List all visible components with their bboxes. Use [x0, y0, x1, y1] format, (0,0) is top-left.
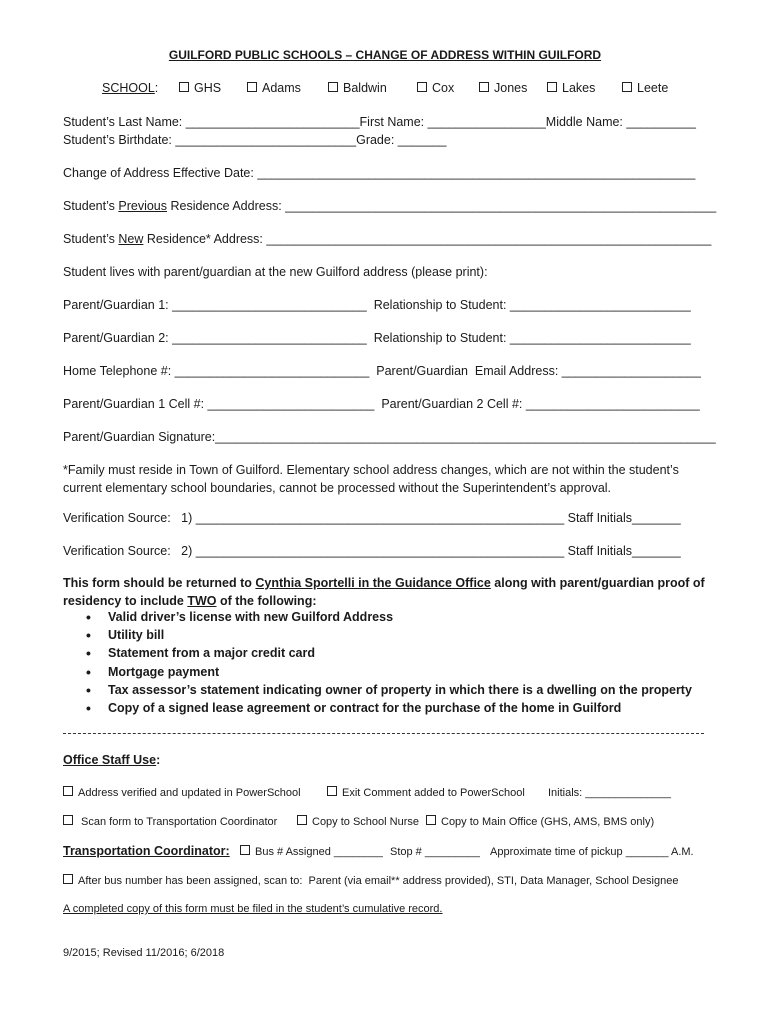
- form-title: GUILFORD PUBLIC SCHOOLS – CHANGE OF ADDRESS WITHIN GUILFORD: [168, 48, 602, 62]
- checkbox-icon[interactable]: [240, 845, 250, 855]
- section-divider: [63, 733, 704, 734]
- cumulative-record-note: A completed copy of this form must be filed in the student’s cumulative record.: [63, 903, 443, 915]
- stop-field[interactable]: Stop # _________: [390, 846, 480, 858]
- parent-guardian-2-line[interactable]: Parent/Guardian 2: ____________________________ Relationship to Student: __________________________: [63, 331, 691, 345]
- checkbox-icon[interactable]: [297, 815, 307, 825]
- new-address-line[interactable]: Student’s New Residence* Address: ________________________________________________________________: [63, 232, 712, 246]
- exit-comment-checkbox[interactable]: Exit Comment added to PowerSchool: [327, 786, 525, 801]
- list-item: • Statement from a major credit card: [63, 646, 692, 664]
- pickup-time-field[interactable]: Approximate time of pickup _______ A.M.: [490, 846, 694, 858]
- school-label: SCHOOL:: [102, 81, 159, 95]
- previous-address-line[interactable]: Student’s Previous Residence Address: ______________________________________________________________: [63, 199, 717, 213]
- revision-footer: 9/2015; Revised 11/2016; 6/2018: [63, 947, 225, 959]
- list-item: • Valid driver’s license with new Guilford Address: [63, 610, 692, 628]
- scan-transport-checkbox[interactable]: Scan form to Transportation Coordinator: [63, 815, 277, 830]
- school-option-baldwin[interactable]: Baldwin: [328, 81, 387, 95]
- lives-with-text: Student lives with parent/guardian at the new Guilford address (please print):: [63, 265, 488, 279]
- verification-source-2[interactable]: Verification Source: 2) _____________________________________________________ Staff Initials_______: [63, 544, 681, 558]
- effective-date-line[interactable]: Change of Address Effective Date: _______________________________________________________________: [63, 166, 696, 180]
- checkbox-icon[interactable]: [247, 82, 257, 92]
- after-bus-checkbox[interactable]: After bus number has been assigned, scan to: Parent (via email** address provided), STI, Data Manager, School Designee: [63, 874, 678, 889]
- school-option-adams[interactable]: Adams: [247, 81, 301, 95]
- list-item: • Utility bill: [63, 628, 692, 646]
- checkbox-icon[interactable]: [63, 786, 73, 796]
- checkbox-icon[interactable]: [63, 874, 73, 884]
- checkbox-icon[interactable]: [417, 82, 427, 92]
- student-name-line[interactable]: Student’s Last Name: _________________________First Name: _________________Middle Name: __________: [63, 115, 696, 129]
- checkbox-icon[interactable]: [63, 815, 73, 825]
- school-option-leete[interactable]: Leete: [622, 81, 668, 95]
- verification-source-1[interactable]: Verification Source: 1) _____________________________________________________ Staff Initials_______: [63, 511, 681, 525]
- checkbox-icon[interactable]: [622, 82, 632, 92]
- initials-field[interactable]: Initials: ______________: [548, 787, 671, 799]
- signature-line[interactable]: Parent/Guardian Signature:________________________________________________________________________: [63, 430, 716, 444]
- transportation-coordinator-label: Transportation Coordinator:: [63, 844, 230, 858]
- checkbox-icon[interactable]: [426, 815, 436, 825]
- school-option-jones[interactable]: Jones: [479, 81, 527, 95]
- office-staff-heading: Office Staff Use:: [63, 753, 161, 767]
- checkbox-icon[interactable]: [179, 82, 189, 92]
- checkbox-icon[interactable]: [547, 82, 557, 92]
- student-birthdate-line[interactable]: Student’s Birthdate: __________________________Grade: _______: [63, 133, 447, 147]
- checkbox-icon[interactable]: [327, 786, 337, 796]
- proof-of-residency-list: [63, 610, 692, 719]
- checkbox-icon[interactable]: [479, 82, 489, 92]
- cell-phones-line[interactable]: Parent/Guardian 1 Cell #: ________________________ Parent/Guardian 2 Cell #: _________________________: [63, 397, 700, 411]
- school-option-lakes[interactable]: Lakes: [547, 81, 595, 95]
- school-option-ghs[interactable]: GHS: [179, 81, 221, 95]
- list-item: • Mortgage payment: [63, 665, 692, 683]
- return-instructions: This form should be returned to Cynthia Sportelli in the Guidance Office along with parent/guardian proof of residency to include TWO of the following:: [63, 576, 705, 608]
- list-item: • Tax assessor’s statement indicating owner of property in which there is a dwelling on the property: [63, 683, 692, 701]
- family-residence-note: *Family must reside in Town of Guilford. Elementary school address changes, which are not within the student’s current elementary school boundaries, cannot be processed without the Superintendent’s approval.: [63, 463, 679, 495]
- bus-assigned-checkbox[interactable]: Bus # Assigned ________: [240, 845, 383, 860]
- list-item: • Copy of a signed lease agreement or contract for the purchase of the home in Guilford: [63, 701, 692, 719]
- copy-nurse-checkbox[interactable]: Copy to School Nurse: [297, 815, 419, 830]
- parent-guardian-1-line[interactable]: Parent/Guardian 1: ____________________________ Relationship to Student: __________________________: [63, 298, 691, 312]
- school-option-cox[interactable]: Cox: [417, 81, 454, 95]
- copy-main-office-checkbox[interactable]: Copy to Main Office (GHS, AMS, BMS only): [426, 815, 654, 830]
- home-telephone-line[interactable]: Home Telephone #: ____________________________ Parent/Guardian Email Address: ____________________: [63, 364, 701, 378]
- checkbox-icon[interactable]: [328, 82, 338, 92]
- address-verified-checkbox[interactable]: Address verified and updated in PowerSchool: [63, 786, 301, 801]
